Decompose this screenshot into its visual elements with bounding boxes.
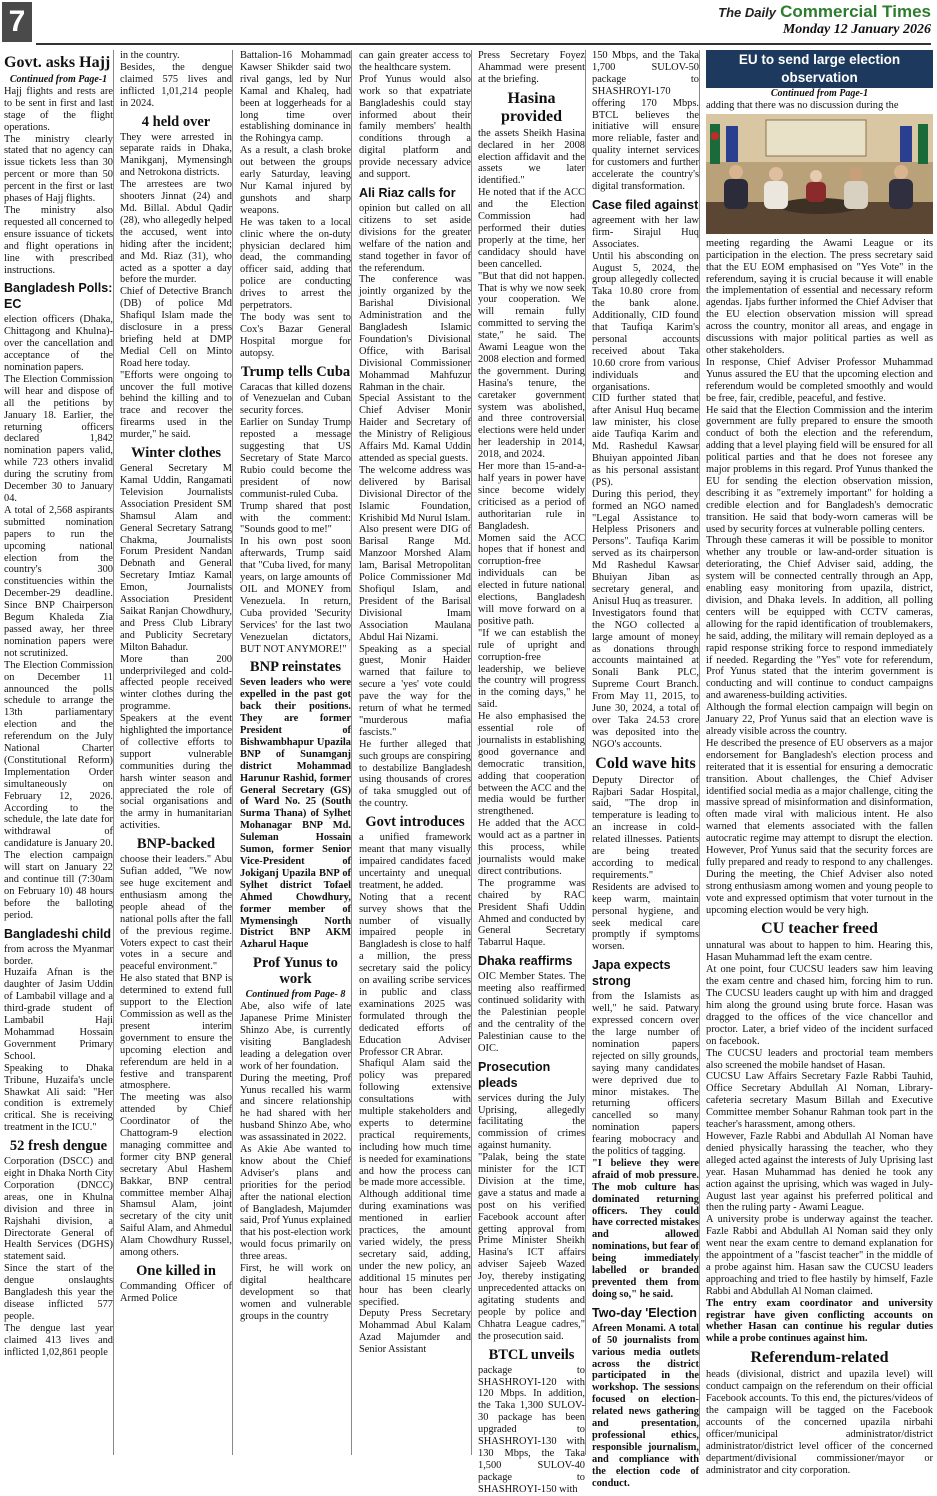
headline-govt-introduces: Govt introduces bbox=[365, 814, 465, 831]
article-paragraph: Investigators found that the NGO collected a large amount of money as donations through accounts maintained at Sonali Bank PLC, Supreme Court Branch. From May 11, 2015, to June 30, 2024, a total of over Taka 24.53 crore was deposited into the NGO's accounts. bbox=[592, 607, 699, 750]
article-paragraph: They were arrested in separate raids in Dhaka, Manikganj, Mymensingh and Netrokona districts. bbox=[120, 131, 232, 179]
continued-note: Continued from Page-1 bbox=[770, 88, 869, 99]
headline-one-killed-in: One killed in bbox=[136, 1263, 216, 1279]
article-paragraph: Through these cameras it will be possible to monitor whether any trouble or law-and-order situation is deteriorating, the Chief Adviser said, adding, the system will be connected centrally through an App, enabling easy monitoring from upazila, district, division, and Dhaka levels. In addition, all polling centers will be equipped with CCTV cameras, allowing for the rapid identification of troublemakers, he said, adding, the military will remain deployed as a rapid response striking force to respond immediately if needed. Regarding the "Yes" vote for referendum, Prof Yunus stated that the interim government is conducting and will continue to conduct campaigns and awareness-building activities. bbox=[706, 535, 933, 702]
article-paragraph: General Secretary M Kamal Uddin, Rangamati Television Journalists Association President SM Shamsul Alam and General Secretary Satrang Chakma, Journalists Forum President Nandan Debnath and General Secretary Imtiaz Kamal Emon, Journalists Association President Saikat Ranjan Chowdhury, and Press Club Library and Publicity Secretary Milton Bahadur. bbox=[120, 463, 232, 653]
headline-bnp-backed: BNP-backed bbox=[136, 836, 216, 853]
headline-prof-yunus-to-work: Prof Yunus to work bbox=[253, 955, 338, 988]
article-paragraph: Noting that a recent survey shows that the number of visually impaired people in Bangladesh is close to half a million, the press secretary said the policy on availing scribe services in public and class examinations 2025 was formulated through the dedicated efforts of Education Adviser Professor CR Abrar. bbox=[359, 891, 471, 1058]
headline-hasina-provided: Hasina provided bbox=[500, 89, 563, 125]
article-paragraph: He was taken to a local clinic where the on-duty physician declared him dead, the commanding officer said, adding that police are conducting drives to arrest the perpetrators. bbox=[240, 216, 351, 312]
headline-bnp-reinstates: BNP reinstates bbox=[249, 659, 342, 676]
article-paragraph: Huzaifa Afnan is the daughter of Jasim Uddin of Lambabil village and a third-grade student of Lambabil Haji Mohammad Hossain Government Primary School. bbox=[4, 967, 113, 1062]
article-paragraph: the assets Sheikh Hasina declared in her 2008 election affidavit and the assets we later identified." bbox=[478, 127, 585, 187]
article-paragraph: Until his absconding on August 5, 2024, the group allegedly collected Taka 10.80 crore from the bank alone. Additionally, CID found that Taufiqa Karim's personal accounts received about Taka 10.60 crore from various individuals and organisations. bbox=[592, 250, 699, 393]
article-paragraph: The arrestees are two shooters Jinnat (24) and Md. Billal. Abdul Qadir (28), who allegedly helped the accused, went into hiding after the incident; and Md. Riaz (31), who acted as a spotter a day before the murder. bbox=[120, 179, 232, 286]
article-paragraph: During this period, they formed an NGO named "Legal Assistance to Helpless Prisoners and Persons". Taufiqa Karim served as its chairperson Md Rashedul Kawsar Bhuiyan Jiban as secretary general, and Anisul Huq as treasurer. bbox=[592, 488, 699, 607]
article-paragraph: The conference was jointly organized by the Barishal Divisional Administration and the Bangladesh Islamic Foundation's Divisional Office, with Barisal Divisional Commissioner Mohammad Mahfuzur Rahman in the chair. bbox=[359, 274, 471, 393]
continued-note: Continued from Page-1 bbox=[9, 74, 108, 85]
article-paragraph: He described the presence of EU observers as a major endorsement for Bangladesh's election process and reiterated that it is essential for ensuring a democratic transition. About challenges, the Chief Adviser identified social media as a major challenge, citing the massive spread of misinformation and disinformation, often made viral with malicious intent. He also warned that elements associated with the fallen autocratic regime may attempt to disrupt the election. However, Prof Yunus said that the security forces are fully prepared and ready to respond to any challenges. During the meeting, the Chief Adviser also noted strong enthusiasm among women and young people to vote and expressed optimism that voter turnout in the upcoming election would be very high. bbox=[706, 737, 933, 916]
article-paragraph: He further alleged that such groups are conspiring to destabilize Bangladesh using thousands of crores of taka smuggled out of the country. bbox=[359, 738, 471, 810]
headline-japa-expects-strong: Japa expects strong bbox=[592, 958, 671, 989]
article-paragraph: Since the start of the dengue onslaughts Bangladesh this year the disease inflicted 577 people. bbox=[4, 1263, 113, 1322]
headline-govt-asks-hajj: Govt. asks Hajj bbox=[4, 54, 111, 71]
headline-ali-riaz-calls-for: Ali Riaz calls for bbox=[359, 185, 456, 200]
headline-trump-tells-cuba: Trump tells Cuba bbox=[240, 363, 351, 380]
article-paragraph: CID further stated that after Anisul Huq became law minister, his close aide Taufiqa Karim and Md. Rashedul Kawsar Bhuiyan appointed Jiban as his personal assistant (PS). bbox=[592, 393, 699, 488]
article-paragraph: unnatural was about to happen to him. Hearing this, Hasan Muhammad left the exam centre. bbox=[706, 940, 933, 964]
article-paragraph: "If we can establish the rule of upright and corruption-free leadership, we believe the country will progress in the coming days," he said. bbox=[478, 627, 585, 711]
article-paragraph: agreement with her law firm- Sirajul Huq Associates. bbox=[592, 214, 699, 250]
article-paragraph: from the Islamists as well," he said. Patwary expressed concern over the large number of nomination papers rejected on silly grounds, saying many candidates were deprived due to minor mistakes. The returning officers cancelled so many nomination papers fearing mobocracy and the politics of tagging. bbox=[592, 991, 699, 1158]
headline-winter-clothes: Winter clothes bbox=[130, 445, 222, 462]
headline-case-filed-against: Case filed against bbox=[592, 197, 699, 212]
article-paragraph: Speakers at the event highlighted the importance of collective efforts to support vulnerable communities during the harsh winter season and appreciated the role of social organisations and the army in humanitarian activities. bbox=[120, 713, 232, 832]
article-paragraph: The body was sent to Cox's Bazar General Hospital morgue for autopsy. bbox=[240, 311, 351, 359]
article-paragraph: Also present were DIG of Barisal Range Md. Manzoor Morshed Alam lam, Barisal Metropolitan Police Commissioner Md Shofiqul Islam, and President of the Barisal Divisional Imam Association Maulana Abdul Hai Nizami. bbox=[359, 524, 471, 643]
masthead bbox=[0, 0, 937, 46]
article-paragraph: As a result, a clash broke out between the groups early Saturday, leaving Nur Kamal injured by gunshots and sharp weapons. bbox=[240, 145, 351, 216]
column-2 bbox=[120, 50, 233, 1455]
article-paragraph: adding that there was no discussion during the bbox=[706, 99, 899, 111]
newspaper-title: Commercial Times bbox=[780, 2, 931, 21]
column-4 bbox=[359, 50, 472, 1455]
article-paragraph: The CUCSU leaders and proctorial team members also screened the mobile handset of Hasan. bbox=[706, 1047, 933, 1071]
article-paragraph: package to SHASHROYI-120 with 120 Mbps. In addition, the Taka 1,300 SULOV-30 package has been upgraded to SHASHROYI-130 with 130 Mbps, the Taka 1,500 SULOV-40 package to SHASHROYI-150 with bbox=[478, 1364, 585, 1495]
headline-cold-wave-hits: Cold wave hits bbox=[595, 754, 696, 772]
article-paragraph: Press Secretary Foyez Ahammad were present at the briefing. bbox=[478, 50, 585, 85]
article-paragraph: Deputy Director of Rajbari Sadar Hospital, said, "The drop in temperature is leading to an increase in cold-related illnesses. Patients are being treated according to medical requirements." bbox=[592, 774, 699, 881]
article-paragraph: Caracas that killed dozens of Venezuelan and Cuban security forces. bbox=[240, 381, 351, 417]
column-7 bbox=[706, 50, 933, 1476]
article-paragraph: "Efforts were ongoing to uncover the full motive behind the killing and to trace and recover the firearms used in the murder," he said. bbox=[120, 369, 232, 441]
headline-cu-teacher-freed: CU teacher freed bbox=[761, 920, 878, 938]
article-paragraph: Although the formal election campaign will begin on January 22, Prof Yunus said that an election wave is already visible across the country. bbox=[706, 702, 933, 737]
article-paragraph: Earlier on Sunday Trump reposted a message suggesting that US Secretary of State Marco Rubio could become the president of now communist-ruled Cuba. bbox=[240, 417, 351, 500]
article-paragraph: The welcome address was delivered by Barisal Divisional Director of the Islamic Foundation, Krishibid Md Nurul Islam. bbox=[359, 464, 471, 524]
article-paragraph: The ministry clearly stated that no agency can issue tickets less than 30 percent or more than 50 percent in the first or last phases of Hajj flights. bbox=[4, 133, 113, 205]
article-paragraph: "Palak, being the state minister for the ICT Division at the time, gave a status and made a post on his verified Facebook account after getting approval from Prime Minister Sheikh Hasina's ICT affairs adviser Sajeeb Wazed Joy, thereby instigating unprecedented attacks on agitating students and people by police and Chhatra League cadres," the prosecution said. bbox=[478, 1152, 585, 1342]
article-paragraph: OIC Member States. The meeting also reaffirmed continued solidarity with the Palestinian people and the centrality of the Palestinian cause to the OIC. bbox=[478, 971, 585, 1054]
article-paragraph: Shafiqul Alam said the policy was prepared following extensive consultations with multiple stakeholders and experts to determine practical requirements, including how much time is needed for examinations and how the process can be made more accessible. bbox=[359, 1058, 471, 1189]
issue-date: Monday 12 January 2026 bbox=[782, 22, 931, 37]
article-paragraph: The programme was chaired by RAC President Shafi Uddin Ahmed and conducted by General Secretary Tabarrul Haque. bbox=[478, 877, 585, 949]
column-5 bbox=[478, 50, 586, 1495]
headline-4-held-over: 4 held over bbox=[141, 113, 211, 130]
article-paragraph: Commanding Officer of Armed Police bbox=[120, 1281, 232, 1304]
headline-referendum-related: Referendum-related bbox=[750, 1349, 889, 1367]
article-paragraph: Her more than 15-and-a-half years in power have since become widely criticised as a period of authoritarian rule in Bangladesh. bbox=[478, 461, 585, 532]
article-paragraph: He added that the ACC would act as a partner in this process, while journalists would make direct contributions. bbox=[478, 818, 585, 877]
page-number: 7 bbox=[2, 2, 32, 42]
continued-note: Continued from Page- 8 bbox=[245, 989, 346, 1001]
article-paragraph: He also stated that BNP is determined to extend full support to the Election Commission as well as the present interim government to ensure the upcoming election and referendum are held in a festive and transparent atmosphere. bbox=[120, 973, 232, 1092]
article-paragraph: election officers (Dhaka, Chittagong and Khulna)-over the cancellation and acceptance of the nomination papers. bbox=[4, 314, 113, 374]
article-paragraph: in the country. bbox=[120, 50, 180, 61]
article-paragraph: Hajj flights and rests are to be sent in first and last stage of the flight operations. bbox=[4, 85, 113, 133]
column-1 bbox=[4, 50, 114, 1455]
headline-dhaka-reaffirms: Dhaka reaffirms bbox=[478, 954, 573, 969]
meeting-photo-illustration bbox=[706, 114, 933, 234]
headline-bangladeshi-child: Bangladeshi child bbox=[4, 926, 111, 941]
article-paragraph: A university probe is underway against the teacher. Fazle Rabbi and Abdullah Al Noman said they only went near the exam centre to demand explanation for the appointment of a "fascist teacher" in the middle of a probe against him. Hasan saw the CUCSU leaders approaching and tried to flee hastily by himself, Fazle Rabbi and Abdullah Al Noman claimed. bbox=[706, 1214, 933, 1297]
article-paragraph: He noted that if the ACC and the Election Commission had performed their duties properly at the time, her candidacy should have been cancelled. bbox=[478, 187, 585, 270]
article-paragraph: In response, Chief Adviser Professor Muhammad Yunus assured the EU that the upcoming election and referendum would be completed smoothly and would be free, fair, credible, peaceful, and festive. bbox=[706, 356, 933, 404]
article-paragraph: Battalion-16 Mohammad Kawser Shikder said two rival gangs, led by Nur Kamal and Khaleq, had been at loggerheads for a long time over establishing dominance in the Rohingya camp. bbox=[240, 50, 351, 145]
headline-eu-election-observation: EU to send large election observation bbox=[706, 50, 933, 88]
article-paragraph: As Akie Abe wanted to know about the Chief Adviser's plans and priorities for the period after the national election of Bangladesh, Majumder said, Prof Yunus explained that his post-election work would focus primarily on three areas. bbox=[240, 1144, 352, 1263]
headline-btcl-unveils: BTCL unveils bbox=[488, 1346, 575, 1363]
newspaper-name bbox=[718, 2, 931, 22]
article-paragraph: Corporation (DSCC) and eight in Dhaka North City Corporation (DNCC) areas, one in Khulna division and three in Rajshahi division, a Directorate General of Health Services (DGHS) statement said. bbox=[4, 1156, 113, 1263]
article-paragraph: 150 Mbps, and the Taka 1,700 SULOV-50 package to SHASHROYI-170 offering 170 Mbps. BTCL believes the initiative will ensure more reliable, faster and quality internet services for customers and further accelerate the country's digital transformation. bbox=[592, 50, 699, 192]
article-paragraph: heads (divisional, district and upazila level) will conduct campaign on the referendum on their official Facebook accounts. To this end, the pictures/videos of the campaign will be tagged on the Facebook accounts of the concerned upazila nirbahi officer/municipal administrator/district administrator/district level officer of the concerned department/divisional commissioner/mayor or administrator and city corporation. bbox=[706, 1369, 933, 1476]
article-paragraph: Prof Yunus would also work so that expatriate Bangladeshis could stay informed about their family members' health conditions through a digital platform and provide necessary advice and support. bbox=[359, 73, 471, 181]
article-paragraph: Speaking as a special guest, Monir Haider warned that failure to secure a 'yes' vote could pave the way for the return of what he termed "murderous mafia fascists." bbox=[359, 643, 471, 738]
article-paragraph: The meeting was also attended by Chief Coordinator of the Chattogram-9 election managing committee and former city BNP general secretary Abul Hashem Bakkar, BNP central committee member Alhaj Shamsul Alam, joint secretary of the city unit Saiful Alam, and Ahmedul Alam Chowdhury Russel, among others. bbox=[120, 1092, 232, 1259]
article-paragraph: The Election Commission will hear and dispose of all the petitions by January 18. Earlier, the returning officers declared 1,842 nomination papers valid, while 723 others invalid during the scrutiny from December 30 to January 04. bbox=[4, 373, 113, 504]
article-paragraph: First, he will work on digital healthcare development so that women and vulnerable groups in the country bbox=[240, 1263, 351, 1322]
article-paragraph: However, Fazle Rabbi and Abdullah Al Noman have denied physically harassing the teacher, who they alleged acted against the interests of July Uprising last year. Hasan Muhammad has denied he took any action against the uprising, which was waged in July-August last year against his preferred political and then the ruling party - Awami League. bbox=[706, 1130, 933, 1214]
article-paragraph: More than 200 underprivileged and cold-affected people received winter clothes during the programme. bbox=[120, 653, 232, 713]
column-3 bbox=[240, 50, 352, 1455]
article-paragraph: "I believe they were afraid of mob pressure. The mob culture has dominated returning officers. They could have corrected mistakes and allowed nominations, but fear of being immediately labelled or branded prevented them from doing so," he said. bbox=[592, 1157, 699, 1300]
article-paragraph: opinion but called on all citizens to set aside divisions for the greater welfare of the nation and stand together in favor of the referendum. bbox=[359, 202, 471, 274]
article-paragraph: meeting regarding the Awami League or its participation in the election. The press secretary said that the EU EOM emphasised on "Yes Vote" in the referendum, saying it is crucial because it will enable the implementation of essential and necessary reform agendas. Ijabs further informed the Chief Adviser that the EU election observation mission will spread across the country, monitor all areas, and engage in discussions with major political parties as well as other stakeholders. bbox=[706, 237, 933, 356]
article-paragraph: During the meeting, Prof Yunus recalled his warm and sincere relationship he had shared with her husband Shinzo Abe, who was assassinated in 2022. bbox=[240, 1072, 351, 1144]
article-paragraph: "But that did not happen. That is why we now seek your cooperation. We will remain fully committed to serving the state," he said. The Awami League won the 2008 election and formed the government. During Hasina's tenure, the caretaker government system was abolished, and three controversial elections were held under her leadership in 2014, 2018, and 2024. bbox=[478, 270, 585, 461]
article-paragraph: Chief of Detective Branch (DB) of police Md Shafiqul Islam made the disclosure in a press briefing held at DMP Medial Cell on Minto Road here today. bbox=[120, 286, 232, 369]
article-paragraph: Seven leaders who were expelled in the past got back their positions. They are former President of Bishwambhapur Upazila BNP of Sunamganj district Mohammad Harunur Rashid, former General Secretary (GS) of Ward No. 25 (South Surma Thana) of Sylhet Mohanagar BNP Md. Suleman Hossain Sumon, former Senior Vice-President of Jokiganj Upazila BNP of Sylhet district Tofael Ahmed Chowdhury, former member of Mymensingh North District BNP AKM Azharul Haque bbox=[240, 677, 351, 951]
headline-prosecution-pleads: Prosecution pleads bbox=[478, 1059, 551, 1090]
column-6 bbox=[592, 50, 700, 1489]
article-paragraph: A total of 2,568 aspirants submitted nomination papers to run the upcoming national election from the country's 300 constituencies within the December-29 deadline. Since BNP Chairperson Begum Khaleda Zia passed away, her three nomination papers were not scrutinized. bbox=[4, 504, 113, 659]
article-paragraph: The ministry also requested all concerned to ensure issuance of tickets and flight operations in line with prescribed instructions. bbox=[4, 204, 113, 276]
article-paragraph: Abe, also wife of late Japanese Prime Minister Shinzo Abe, is currently visiting Bangladesh leading a delegation over work of her foundation. bbox=[240, 1001, 351, 1072]
headline-two-day-election: Two-day 'Election bbox=[592, 1305, 697, 1320]
article-paragraph: services during the July Uprising, allegedly facilitating the commission of crimes against humanity. bbox=[478, 1092, 585, 1152]
article-paragraph: Although additional time during examinations was mentioned in earlier practices, the amount varied widely, the press secretary said, adding, under the new policy, an additional 15 minutes per hour has been clearly specified. bbox=[359, 1189, 471, 1308]
article-paragraph: The Election Commission on December 11 announced the polls schedule to arrange the 13th parliamentary election and the referendum on the July National Charter (Constitutional Reform) Implementation Order simultaneously on February 12, 2026. According to the schedule, the late date for withdrawal of candidature is January 20. The election campaign will start on January 22 and continue till (7:30am on February 10) 48 hours before the balloting period. bbox=[4, 659, 113, 921]
article-paragraph: Trump shared that post with the comment: "Sounds good to me!" bbox=[240, 500, 351, 536]
article-paragraph: He also emphasised the essential role of journalists in establishing good governance and democratic transition, adding that cooperation between the ACC and the media would be further strengthened. bbox=[478, 711, 585, 818]
headline-bangladesh-polls-ec: Bangladesh Polls: EC bbox=[4, 281, 113, 312]
article-paragraph: CUCSU Law Affairs Secretary Fazle Rabbi Tauhid, Office Secretary Abdullah Al Noman, Library-cafeteria secretary Masum Billah and Executive Committee member Sohanur Rahman took part in the teacher's harassment, among others. bbox=[706, 1071, 933, 1131]
article-paragraph: Speaking to Dhaka Tribune, Huzaifa's uncle Shawkat Ali said: "Her condition is extremely critical. She is receiving treatment in the ICU." bbox=[4, 1062, 113, 1134]
article-paragraph: Momen said the ACC hopes that if honest and corruption-free individuals can be elected in future national elections, Bangladesh will move forward on a positive path. bbox=[478, 532, 585, 627]
article-paragraph: In his own post soon afterwards, Trump said that "Cuba lived, for many years, on large amounts of OIL and MONEY from Venezuela. In return, Cuba provided 'Security Services' for the last two Venezuelan dictators, BUT NOT ANYMORE!" bbox=[240, 536, 351, 655]
article-paragraph: Residents are advised to keep warm, maintain personal hygiene, and seek medical care promptly if symptoms worsen. bbox=[592, 881, 699, 953]
article-paragraph: He said that the Election Commission and the interim government are fully prepared to ensure the smooth conduct of both the election and the referendum, adding that a level playing field will be ensured for all political parties and that he does not foresee any major problems in this regard. Prof Yunus thanked the EU for sending the election observation mission, describing it as "extremely important" for holding a credible election and for Bangladesh's democratic transition. He said that body-worn cameras will be used by security forces at vulnerable polling centers. bbox=[706, 404, 933, 535]
newspaper-prefix: The Daily bbox=[718, 5, 776, 20]
article-paragraph: Afreen Monami. A total of 50 journalists from various media outlets across the district participated in the workshop. The sessions focused on election-related news gathering and presentation, professional ethics, responsible journalism, and compliance with the election code of conduct. bbox=[592, 1322, 699, 1489]
article-paragraph: choose their leaders." Abu Sufian added, "We now see huge excitement and enthusiasm among the people ahead of the national polls after the fall of the previous regime. Voters expect to cast their votes in a secure and peaceful environment." bbox=[120, 854, 232, 973]
headline-52-fresh-dengue: 52 fresh dengue bbox=[9, 1138, 108, 1155]
article-paragraph: from across the Myanmar border. bbox=[4, 943, 113, 967]
meeting-photo bbox=[706, 114, 933, 234]
article-paragraph: a unified framework meant that many visually impaired candidates faced uncertainty and unequal treatment, he added. bbox=[359, 832, 471, 891]
article-paragraph: Deputy Press Secretary Mohammad Abul Kalam Azad Majumder and Senior Assistant bbox=[359, 1308, 471, 1356]
article-paragraph: Besides, the dengue claimed 575 lives and inflicted 1,01,214 people in 2024. bbox=[120, 61, 232, 109]
article-paragraph: can gain greater access to the healthcare system. bbox=[359, 50, 471, 73]
article-paragraph: Special Assistant to the Chief Adviser Monir Haider and Secretary of the Ministry of Religious Affairs Md. Kamal Uddin attended as special guests. bbox=[359, 393, 471, 464]
article-paragraph: The dengue last year claimed 413 lives and inflicted 1,02,861 people bbox=[4, 1322, 113, 1358]
masthead-rule bbox=[36, 43, 931, 45]
article-paragraph: At one point, four CUCSU leaders saw him leaving the exam centre and chased him, forcing him to run. The CUCSU leaders caught up with him and dragged him along the ground using brute force. Hasan was dragged to the offices of the vice chancellor and proctor. Later, a brief video of the incident surfaced on facebook. bbox=[706, 964, 933, 1047]
article-paragraph: The entry exam coordinator and university registrar have given conflicting accounts on whether Hasan can continue his regular duties while a probe continues against him. bbox=[706, 1297, 933, 1345]
